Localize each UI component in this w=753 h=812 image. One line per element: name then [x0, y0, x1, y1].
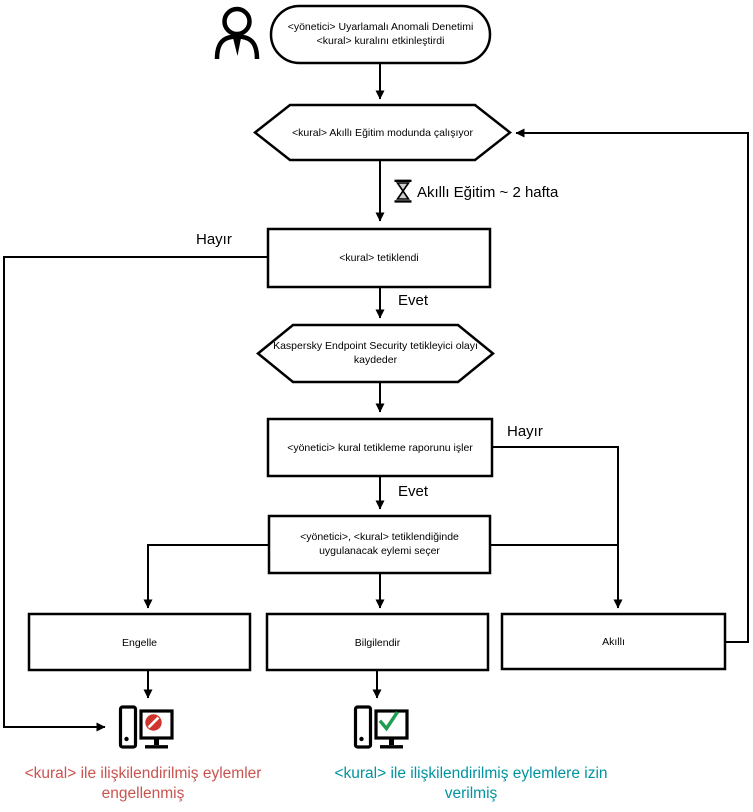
start-node-line1: <yönetici> Uyarlamalı Anomali Denetimi [287, 21, 474, 33]
no-label-2: Hayır [507, 423, 543, 440]
hourglass-icon [395, 181, 412, 202]
allowed-caption-line2: verilmiş [444, 785, 498, 802]
inform-option-label: Bilgilendir [354, 637, 401, 649]
block-option-label: Engelle [121, 637, 158, 649]
event-logged-line2: kaydeder [353, 354, 398, 366]
blocked-caption-line1: <kural> ile ilişkilendirilmiş eylemler [24, 765, 262, 782]
action-select-line2: uygulanacak eylemi seçer [319, 545, 440, 557]
allowed-caption-line1: <kural> ile ilişkilendirilmiş eylemlere izin [334, 765, 608, 782]
event-logged-line1: Kaspersky Endpoint Security tetikleyici olayı [273, 340, 478, 352]
check-badge-icon [381, 714, 397, 729]
yes-label-2: Evet [398, 483, 429, 500]
actor-icon [217, 9, 257, 59]
edge-action-to-block [148, 545, 269, 608]
edge-smart-loop [516, 133, 748, 642]
action-select-label [269, 530, 490, 558]
training-duration-label: Akıllı Eğitim ~ 2 hafta [417, 184, 559, 201]
yes-label-1: Evet [398, 292, 429, 309]
start-node-label [271, 20, 490, 48]
start-node-line2: <kural> kuralını etkinleştirdi [316, 35, 445, 47]
edge-report-no-to-smart [492, 447, 618, 608]
action-select-line1: <yönetici>, <kural> tetiklendiğinde [300, 531, 459, 543]
no-label-1: Hayır [196, 231, 232, 248]
blocked-outcome-caption [2, 764, 284, 804]
event-logged-label [258, 339, 493, 367]
allowed-computer-icon [356, 707, 408, 747]
blocked-caption-line2: engellenmiş [101, 785, 185, 802]
training-mode-label: <kural> Akıllı Eğitim modunda çalışıyor [292, 127, 473, 139]
report-processed-label: <yönetici> kural tetikleme raporunu işler [287, 442, 473, 454]
smart-option-label: Akıllı [602, 636, 625, 648]
blocked-computer-icon [121, 707, 173, 747]
allowed-outcome-caption [300, 764, 642, 804]
rule-triggered-label: <kural> tetiklendi [339, 252, 419, 264]
